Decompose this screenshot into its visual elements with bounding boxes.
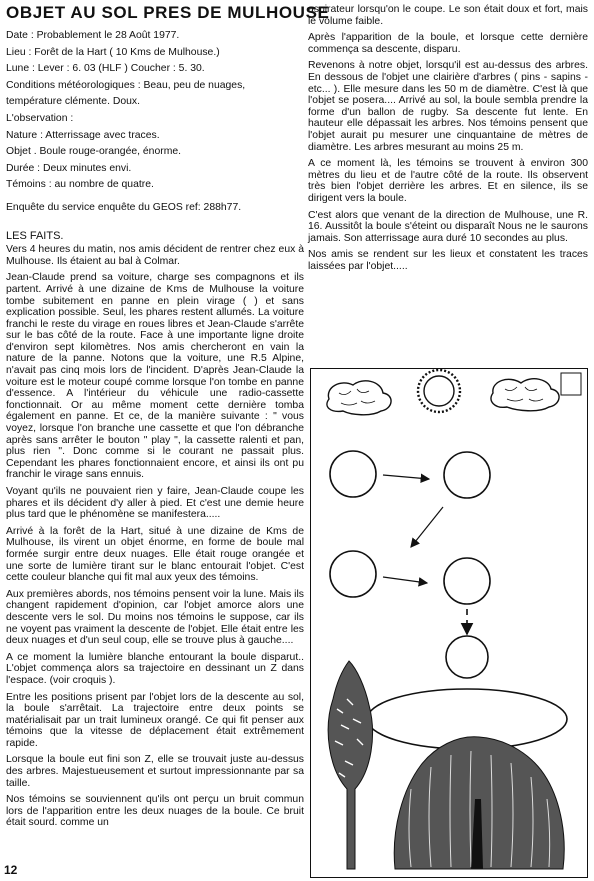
meta-temperature: température clémente. Doux. — [6, 96, 140, 108]
paragraph: Nos amis se rendent sur les lieux et constatent les traces laissées par l'objet..... — [308, 249, 588, 272]
cloud-left-texture — [339, 389, 375, 405]
meta-duration: Durée : Deux minutes envi. — [6, 162, 132, 174]
meta-weather: Conditions météorologiques : Beau, peu de nuages, — [6, 79, 246, 91]
section-heading: LES FAITS. — [6, 229, 64, 242]
trajectory-arrow-1 — [383, 475, 429, 479]
sphere-position-2 — [444, 452, 490, 498]
trajectory-sketch — [310, 368, 588, 878]
sphere-position-5 — [446, 636, 488, 678]
paragraph: Après l'apparition de la boule, et lorsque cette dernière commença sa descente, disparu. — [308, 32, 588, 55]
sphere-position-3 — [330, 551, 376, 597]
paragraph: Jean-Claude prend sa voiture, charge ses compagnons et ils partent. Arrivé à une dizaine de Kms de Mulhouse la voiture tombe subitement en panne en plein virage ( ) et sans explication possible. Seul, les phares restent allumés. La voiture franchi le reste du virage en roues libres et Jean-Claude s'arrête sur le bas côté de la route. Face à une importante ligne droite d'environ sept kilomètres. Nos amis chercheront en vain la nature de la panne. Notons que la voiture, une R.5 Alpine, n'avait pas cinq mois lors de l'incident. D'après Jean-Claude la voiture est le moteur coupé comme lorsque l'on tombe en panne d'essence. A l'intérieur du véhicule une radio-cassette fonctionnait. Or au même moment cette dernière tomba également en panne. Et ce, de la manière suivante : " vous voyez, lorsque l'on branche une cassette et que l'on débranche après sans arrêter le bouton " play ", la cassette ralenti et pan, plus rien ". Donc comme si le courant ne passait plus. Cependant les phares fonctionnaient encore, et ainsi ils ont pu franchir le virage sans ennuis. — [6, 272, 304, 481]
investigation-ref: Enquête du service enquête du GEOS ref: 288h77. — [6, 201, 242, 213]
paragraph: aspirateur lorsqu'on le coupe. Le son était doux et fort, mais le volume faible. — [308, 4, 588, 27]
sphere-position-1 — [330, 451, 376, 497]
article-title: OBJET AU SOL PRES DE MULHOUSE — [6, 3, 330, 22]
paragraph: C'est alors que venant de la direction de Mulhouse, une R. 16. Aussitôt la boule s'éteint ou disparaît Nous ne le saurons jamais. Son atterrissage aura duré 10 secondes au plus. — [308, 209, 588, 244]
cloud-right — [491, 379, 559, 411]
meta-moon: Lune : Lever : 6. 03 (HLF ) Coucher : 5. 30. — [6, 63, 205, 75]
meta-place: Lieu : Forêt de la Hart ( 10 Kms de Mulhouse.) — [6, 46, 220, 58]
cloud-left — [327, 381, 391, 415]
paragraph: Entre les positions prisent par l'objet lors de la descente au sol, la boule s'arrêtait. La trajectoire entre deux points se matérialisait par un trait lumineux orangé. Ce qui fit penser aux témoins que la vitesse de déplacement était extrêmement rapide. — [6, 691, 304, 749]
left-column — [6, 30, 304, 834]
corner-mark — [561, 373, 581, 395]
paragraph: Nos témoins se souviennent qu'ils ont perçu un bruit commun lors de l'apparition entre les deux nuages de la boule. Ce bruit était sourd. comme un — [6, 794, 304, 829]
meta-nature: Nature : Atterrissage avec traces. — [6, 129, 160, 141]
paragraph: Voyant qu'ils ne pouvaient rien y faire, Jean-Claude coupe les phares et ils décident d'y aller à pied. Et c'est une demie heure plus tard que le phénomène se manifestera..... — [6, 486, 304, 521]
sphere-initial — [424, 376, 454, 406]
sketch-svg — [311, 369, 586, 876]
meta-date: Date : Probablement le 28 Août 1977. — [6, 30, 180, 41]
paragraph: A ce moment la lumière blanche entourant la boule disparut.. L'objet commença alors sa trajectoire en dessinant un Z dans l'espace. (voir croquis ). — [6, 651, 304, 686]
paragraph: Vers 4 heures du matin, nos amis décident de rentrer chez eux à Mulhouse. Ils étaient au bal à Colmar. — [6, 244, 304, 267]
meta-observation: L'observation : — [6, 112, 74, 124]
cloud-right-texture — [505, 387, 543, 401]
paragraph: Revenons à notre objet, lorsqu'il est au-dessus des arbres. En dessous de l'objet une clairière d'arbres ( pins - sapins - etc... ). Elle mesure dans les 50 m de diamètre. C'est là que l'objet se posera.... Arrivé au sol, la boule sembla prendre la forme d'un ballon de rugby. Sa descente fut lente. En hauteur elle dépassait les arbres. Nos témoins pensent que l'objet aurait pu mesurer une cinquantaine de mètres de diamètre. Les arbres mesurant au moins 25 m. — [308, 60, 588, 153]
paragraph: Arrivé à la forêt de la Hart, situé à une dizaine de Kms de Mulhouse, ils virent un objet énorme, en forme de boule mal formée surgir entre deux nuages. Elle était rouge orangée et une sorte de lumière tirant sur le blanc entourait l'objet. C'est cette couleur blanche qui fit mal aux yeux des témoins. — [6, 525, 304, 584]
paragraph: A ce moment là, les témoins se trouvent à environ 300 mètres du lieu et de l'autre côté de la route. Ils observent très bien l'objet derrière les arbres. Et en silence, ils se dirigent vers la boule. — [308, 158, 588, 204]
trajectory-arrow-2 — [411, 507, 443, 547]
paragraph: Aux premières abords, nos témoins pensent voir la lune. Mais ils changent rapidement d'opinion, car l'objet amorce alors une descente vers le sol. Du moins nos témoins le suppose, car ils ne voyent pas vraiment la descente de l'objet. Elle était entre les deux nuages et d'un seul coup, elle se trouve plus à gauche.... — [6, 588, 304, 647]
meta-witnesses: Témoins : au nombre de quatre. — [6, 179, 154, 191]
page-number: 12 — [4, 863, 18, 877]
right-column — [308, 4, 588, 277]
poplar-tree — [328, 661, 372, 869]
trajectory-arrow-3 — [383, 577, 427, 583]
paragraph: Lorsque la boule eut fini son Z, elle se trouvait juste au-dessus des arbres. Majestueusement et surtout impressionnante par sa taille. — [6, 754, 304, 789]
sphere-position-4 — [444, 558, 490, 604]
meta-object: Objet . Boule rouge-orangée, énorme. — [6, 146, 182, 158]
